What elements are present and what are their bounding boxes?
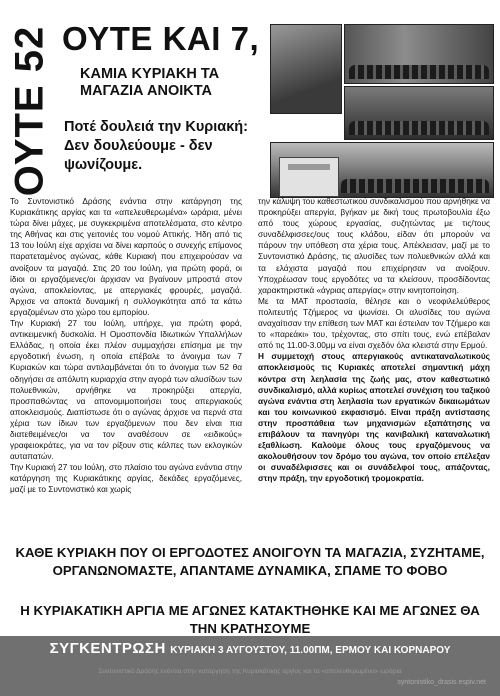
photo-riot-police: [344, 86, 494, 140]
photo-shopfront: [270, 24, 342, 114]
organization-name: Συντονιστικό Δράσης ενάντια στην κατάργηση της Κυριακάτικης αργίας και τα «απελευθερωμένα» ωράρια: [98, 668, 402, 675]
photo-crowd-storefront: [270, 142, 494, 198]
main-title: ΟΥΤΕ ΚΑΙ 7,: [62, 20, 260, 57]
vertical-title-text: ΟΥΤΕ 52: [7, 25, 52, 197]
paragraph: την κάλυψη του καθεστωτικού συνδικαλισμού που αρνήθηκε να προκηρύξει απεργία, βγήκαν με δική τους πρωτοβουλία έξω από τους χώρους εργασίας, συζητώντας με τις/τους συναδέλφισσες/ους τους κλάδου, είδαν ότι μπορούν να πάρουν την υπόθεση στα χέρια τους. Απέκλεισαν, μαζί με το Συντονιστικό Δράσης, τις αλυσίδες των πολυεθνικών αλλά και τα ελάχιστα μαγαζιά που επιχείρησαν να ανοίξουν. Υποχρέωσαν τους εργοδότες να τα κλείσουν, προσδίδοντας χαρακτηριστικά «άγριας απεργίας» στην κινητοποίηση.: [258, 196, 490, 295]
rally-details: ΚΥΡΙΑΚΗ 3 ΑΥΓΟΥΣΤΟΥ, 11.00ΠΜ, ΕΡΜΟΥ ΚΑΙ ΚΟΡΝΑΡΟΥ: [170, 645, 451, 656]
slogan: [64, 118, 284, 175]
rally-info: [0, 640, 500, 658]
paragraph: Το Συντονιστικό Δράσης ενάντια στην κατάργηση της Κυριακάτικης αργίας και τα «απελευθερωμένα» ωράρια, μένει τώρα δίνει μάχες, με συγκεκριμένα αποτελέσματα, στο κέντρο της Αθήνας και στις γειτονιές του νομού Αττικής. Ήδη από τις 13 του Ιούλη είχε αρχίσει να δίνει καρπούς ο συνεχής επίμονος παρατεταμένος αγώνας, κάθε Κυριακή που επιχειρούσαν να ανοίξουν τα μαγαζιά. Στις 20 του Ιούλη, για πρώτη φορά, οι ίδιοι οι εργαζόμενες/οι άρχισαν να βγαίνουν μπροστά στον αγώνα, αποκλείοντας, με απεργιακές φρουρές, μαγαζιά. Άρχισε να αποκτά δυναμική η συλλογικότητα από τα κάτω εργαζομένων στο χώρο του εμπορίου.: [10, 196, 242, 317]
text-column-right: [258, 196, 490, 484]
slogan-line-2: Δεν δουλεύουμε - δεν ψωνίζουμε.: [64, 138, 213, 173]
website-link[interactable]: syntonistiko_drasis.espiv.net: [397, 679, 486, 686]
photo-gathering: [341, 179, 489, 193]
subtitle: ΚΑΜΙΑ ΚΥΡΙΑΚΗ ΤΑ ΜΑΓΑΖΙΑ ΑΝΟΙΚΤΑ: [80, 66, 220, 99]
paragraph: Την Κυριακή 27 του Ιούλη, υπήρχε, για πρώτη φορά, αντικειμενική δυσκολία. Η Ομοσπονδία Ιδιωτικών Υπαλλήλων Ελλάδας, η οποία έκει πλέον συμμαχήσει επίσημα με την εργοδοτική ένωση, η οποία επέβαλε το άνοιγμα των 7 Κυριακών και τώρα αντιλαμβάνεται ότι το άνοιγμα των 52 θα οδηγήσει σε απόλυτη κυριαρχία στην αγορά των αλυσίδων των πολυεθνικών, αρνήθηκε να προκηρύξει απεργία, προσπαθώντας να απονομιμοποιήσει τους απεργιακούς αποκλεισμούς. Διαπίστωσε ότι ο αγώνας άρχισε να περνά στα χέρια των ίδιων των εργαζόμενων που δεν είναι πια διατεθειμένες/οι να τον αναθέσουν σε «ειδικούς» γραφειοκράτες, για να τον ρίξουν στις κάλπες των εκλογικών αυταπατών.: [10, 318, 242, 462]
footer-banner: [0, 636, 500, 696]
paragraph: Με τα ΜΑΤ προστασία, θέλησε και ο νεοφιλελεύθερος πολιτευτής Τζήμερος να ψωνίσει. Οι αλυσίδες του αγώνα αναχαίτισαν την επίθεση των ΜΑΤ και έστειλαν τον Τζήμερο και το «παρεάκι» του, τρέχοντας, στο σπίτι τους, ενώ επέβαλαν από τις 11.00-3.00μμ να είναι σχεδόν όλα κλειστά στην Ερμού.: [258, 295, 490, 351]
photo-police-figures: [349, 121, 489, 135]
vertical-title: [8, 26, 52, 196]
call-to-action-1: ΚΑΘΕ ΚΥΡΙΑΚΗ ΠΟΥ ΟΙ ΕΡΓΟΔΟΤΕΣ ΑΝΟΙΓΟΥΝ ΤΑ ΜΑΓΑΖΙΑ, ΣΥΖΗΤΑΜΕ, ΟΡΓΑΝΩΝΟΜΑΣΤΕ, ΑΠΑΝΤΑΜΕ ΔΥΝΑΜΙΚΑ, ΣΠΑΜΕ ΤΟ ΦΟΒΟ: [15, 545, 485, 578]
slogan-line-1: Ποτέ δουλειά την Κυριακή:: [64, 119, 248, 135]
call-to-action-2: Η ΚΥΡΙΑΚΑΤΙΚΗ ΑΡΓΙΑ ΜΕ ΑΓΩΝΕΣ ΚΑΤΑΚΤΗΘΗΚΕ ΚΑΙ ΜΕ ΑΓΩΝΕΣ ΘΑ ΤΗΝ ΚΡΑΤΗΣΟΥΜΕ: [20, 603, 480, 636]
text-column-left: [10, 196, 242, 496]
paragraph: Την Κυριακή 27 του Ιούλη, στο πλαίσιο του αγώνα ενάντια στην κατάργηση της Κυριακάτικης αργίας, δεκάδες εργαζόμενες, μαζί με το Συντονιστικό και χωρίς: [10, 462, 242, 495]
photo-collage: [270, 24, 492, 196]
paragraph-bold: Η συμμετοχή στους απεργιακούς αντικαταναλωτικούς αποκλεισμούς τις Κυριακές αποτελεί σημαντική μάχη κόντρα στη λεηλασία της ζωής μας, στον καθεστωτικό συνδικαλισμό, αλλά κυρίως αποτελεί συνέχιση του ταξικού αγώνα ενάντια στη λεηλασία των εργατικών δικαιωμάτων και του κοινωνικού εκφασισμό. Είναι πράξη αντίστασης στην προσπάθεια των μηχανισμών εξαπάτησης να επιβάλουν τα πανηγύρι της κανιβαλική καταναλωτική εξαθλίωση. Καλούμε όλους τους εργαζόμενους να ακολουθήσουν τον δρόμο του αγώνα, τον οποίο επέλεξαν οι συναδέλφισσες και οι συνάδελφοί τους, απάζοντας, στην πράξη, την εργοδοτική τρομοκρατία.: [258, 351, 490, 484]
photo-protest-street: [344, 24, 494, 84]
rally-label: ΣΥΓΚΕΝΤΡΩΣΗ: [49, 640, 166, 657]
photo-storefront: [279, 157, 339, 197]
photo-crowd-figures: [349, 65, 489, 79]
